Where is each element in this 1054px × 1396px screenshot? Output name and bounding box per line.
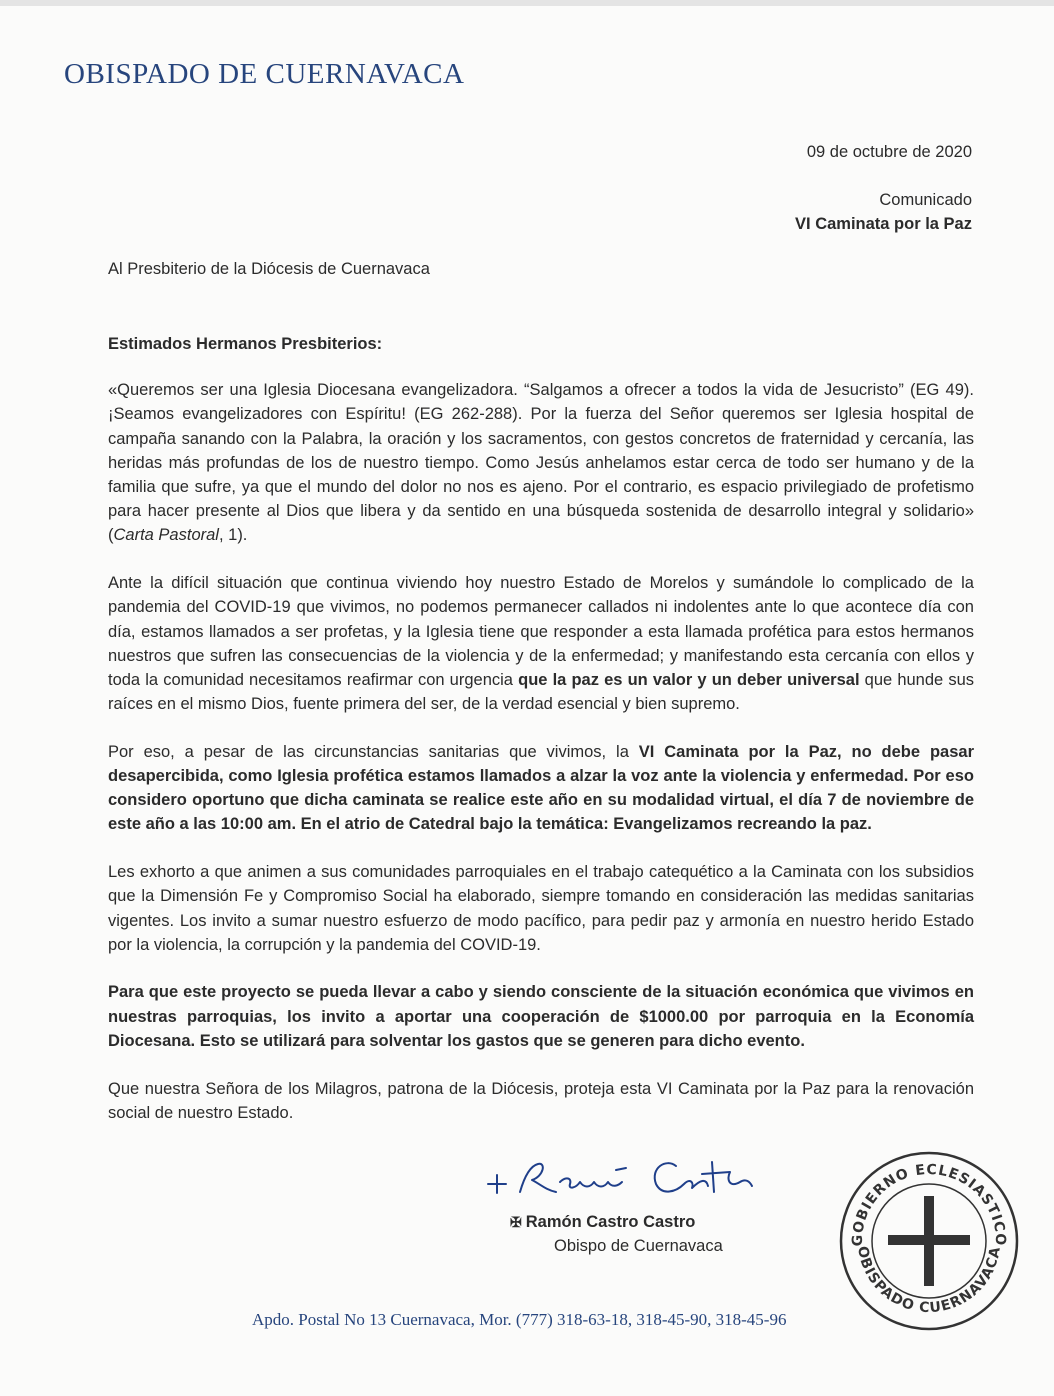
signer-name: Ramón Castro Castro	[525, 1213, 696, 1231]
handwritten-signature	[480, 1148, 780, 1208]
official-seal	[838, 1150, 1020, 1332]
letter-date: 09 de octubre de 2020	[806, 143, 972, 161]
signer-name-line	[510, 1210, 723, 1234]
letterhead-title: OBISPADO DE CUERNAVACA	[64, 58, 465, 90]
paragraph-1-reference: Carta Pastoral	[113, 526, 219, 545]
paragraph-2-end: que hunde sus raíces en el mismo Dios, fuente primera del ser, de la verdad esencial y bien supremo.	[108, 670, 975, 714]
signer-block	[510, 1210, 723, 1258]
seal-top-text: GOBIERNO ECLESIASTICO	[849, 1161, 1009, 1247]
paragraph-3	[108, 740, 974, 837]
paragraph-6: Que nuestra Señora de los Milagros, patrona de la Diócesis, proteja esta VI Caminata por la Paz para la renovación social de nuestro Estado.	[108, 1079, 974, 1122]
footer-address: Apdo. Postal No 13 Cuernavaca, Mor. (777) 318-63-18, 318-45-90, 318-45-96	[252, 1310, 787, 1329]
cross-icon: ✠	[510, 1214, 522, 1230]
paragraph-3-text: Por eso, a pesar de las circunstancias sanitarias que vivimos, la	[108, 742, 639, 761]
salutation: Estimados Hermanos Presbiterios:	[108, 335, 383, 353]
document-type: Comunicado	[879, 191, 972, 209]
paragraph-2	[108, 571, 974, 716]
paragraph-1-text: «Queremos ser una Iglesia Diocesana evangelizadora. “Salgamos a ofrecer a todos la vida de Jesucristo” (EG 49). ¡Seamos evangelizadores con Espíritu! (EG 262-288). Por la fuerza del Señor queremos ser Iglesia hospital de campaña sanando con la Palabra, la oración y los sacramentos, con gestos concretos de fraternidad y cercanía, las heridas más profundas de los de nuestro tiempo. Como Jesús anhelamos estar cerca de todo ser humano y de la familia que sufre, ya que el mundo del dolor no nos es ajeno. Por el contrario, es espacio privilegiado de profetismo para hacer presente al Dios que libera y da sentido en una búsqueda sostenida de desarrollo integral y solidario» (	[108, 381, 974, 545]
date-block	[795, 140, 972, 236]
recipient: Al Presbiterio de la Diócesis de Cuernavaca	[108, 260, 430, 278]
paragraph-2-emphasis: que la paz es un valor y un deber universal	[518, 670, 860, 689]
letter-body	[108, 332, 974, 1148]
signer-title: Obispo de Cuernavaca	[554, 1237, 723, 1255]
document-subject: VI Caminata por la Paz	[795, 215, 972, 233]
paragraph-5: Para que este proyecto se pueda llevar a cabo y siendo consciente de la situación económica que vivimos en nuestras parroquias, los invito a aportar una cooperación de $1000.00 por parroquia en la Economía Diocesana. Esto se utilizará para solventar los gastos que se generen para dicho evento.	[108, 983, 974, 1050]
seal-bottom-text: OBISPADO CUERNAVACA	[854, 1244, 1004, 1317]
page-edge	[0, 0, 1054, 6]
paragraph-1	[108, 378, 974, 547]
paragraph-1-end: , 1).	[218, 526, 248, 545]
paragraph-2-text: Ante la difícil situación que continua viviendo hoy nuestro Estado de Morelos y sumándole lo complicado de la pandemia del COVID-19 que vivimos, no podemos permanecer callados ni indolentes ante lo que acontece día con día, estamos llamados a ser profetas, y la Iglesia tiene que responder a esta llamada profética para estos hermanos nuestros que sufren las consecuencias de la violencia y de la enfermedad; y manifestando esta cercanía con ellos y toda la comunidad necesitamos reafirmar con urgencia	[108, 574, 974, 689]
paragraph-3-emphasis: VI Caminata por la Paz, no debe pasar desapercibida, como Iglesia profética estamos llamados a alzar la voz ante la violencia y enfermedad. Por eso considero oportuno que dicha caminata se realice este año en su modalidad virtual, el día 7 de noviembre de este año a las 10:00 am. En el atrio de Catedral bajo la temática: Evangelizamos recreando la paz.	[108, 742, 974, 834]
paragraph-4: Les exhorto a que animen a sus comunidades parroquiales en el trabajo catequético a la Caminata con los subsidios que la Dimensión Fe y Compromiso Social ha elaborado, siempre tomando en consideración las medidas sanitarias vigentes. Los invito a sumar nuestro esfuerzo de modo pacífico, para pedir paz y armonía en nuestro herido Estado por la violencia, la corrupción y la pandemia del COVID-19.	[108, 863, 974, 954]
